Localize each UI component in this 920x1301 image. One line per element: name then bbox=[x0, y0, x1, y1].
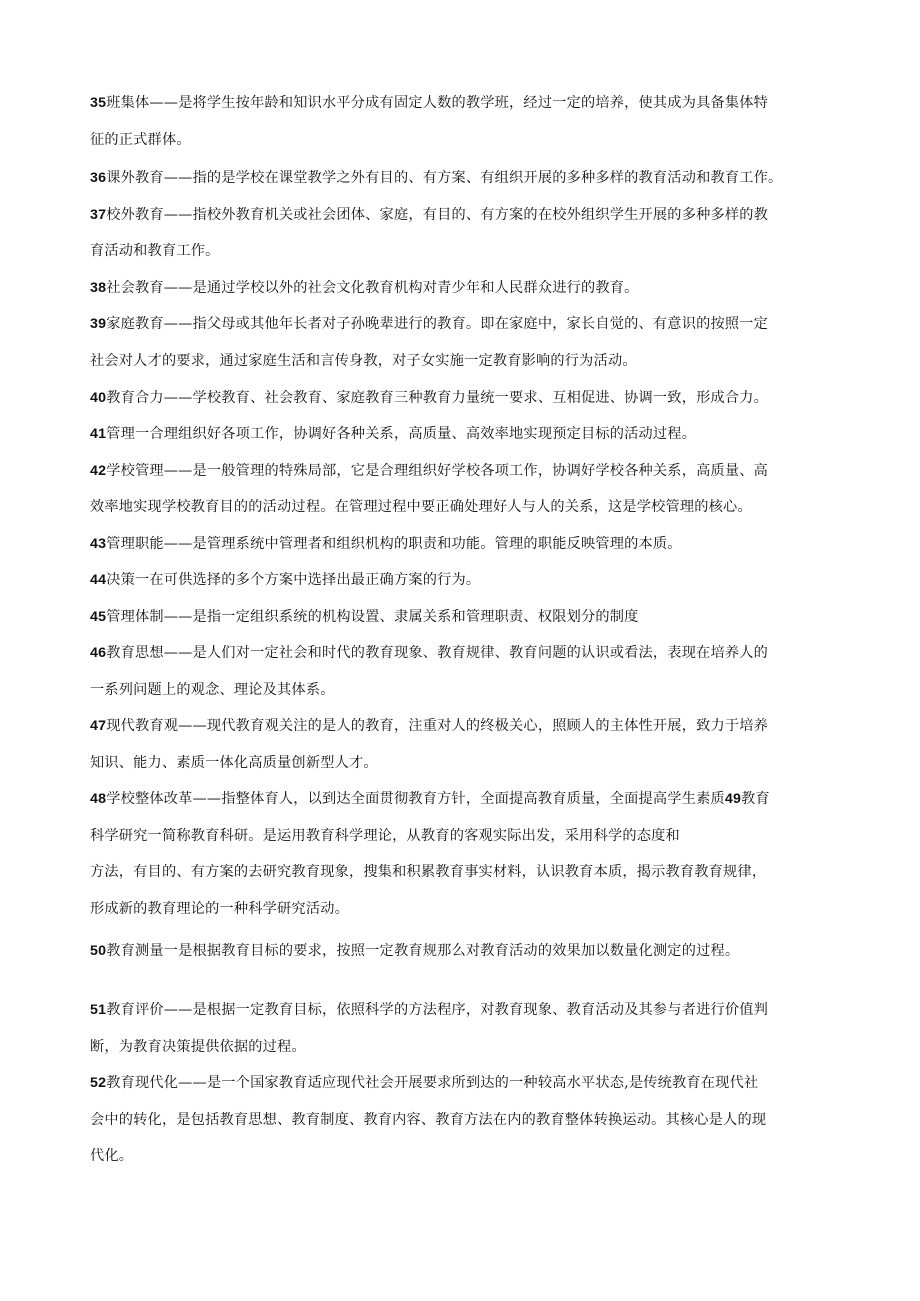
term-definition-49-start: 教育 bbox=[741, 791, 770, 807]
line-52-cont-1 bbox=[90, 1110, 766, 1130]
line-36 bbox=[90, 168, 782, 188]
line-37 bbox=[90, 205, 768, 225]
term-definition: 管理一合理组织好各项工作，协调好各种关系，高质量、高效率地实现预定目标的活动过程。 bbox=[106, 426, 697, 442]
term-number: 44 bbox=[90, 572, 107, 588]
line-44 bbox=[90, 570, 480, 590]
line-39-cont bbox=[90, 351, 637, 371]
definition-continuation: 育活动和教育工作。 bbox=[90, 243, 220, 259]
term-definition: 课外教育——指的是学校在课堂教学之外有目的、有方案、有组织开展的多种多样的教育活动和教育工作。 bbox=[106, 170, 783, 186]
term-number: 48 bbox=[90, 791, 107, 807]
line-52-cont-2 bbox=[90, 1146, 133, 1166]
definition-continuation: 方法，有目的、有方案的去研究教育现象，搜集和积累教育事实材料，认识教育本质，揭示教育教育规律， bbox=[90, 864, 767, 880]
line-49-cont-1 bbox=[90, 826, 680, 846]
term-definition: 决策一在可供选择的多个方案中选择出最正确方案的行为。 bbox=[106, 572, 481, 588]
definition-continuation: 形成新的教育理论的一种科学研究活动。 bbox=[90, 901, 349, 917]
line-49-cont-3 bbox=[90, 899, 349, 919]
line-51-cont bbox=[90, 1037, 306, 1057]
line-50 bbox=[90, 941, 739, 961]
term-definition: 管理体制——是指一定组织系统的机构设置、隶属关系和管理职责、权限划分的制度 bbox=[106, 609, 639, 625]
term-definition: 管理职能——是管理系统中管理者和组织机构的职责和功能。管理的职能反映管理的本质。 bbox=[106, 536, 682, 552]
line-52 bbox=[90, 1073, 758, 1093]
term-number: 42 bbox=[90, 463, 107, 479]
definition-continuation: 知识、能力、素质一体化高质量创新型人才。 bbox=[90, 755, 378, 771]
definition-continuation: 社会对人才的要求，通过家庭生活和言传身教，对子女实施一定教育影响的行为活动。 bbox=[90, 353, 637, 369]
line-42 bbox=[90, 461, 768, 481]
line-45 bbox=[90, 607, 639, 627]
definition-continuation: 一系列问题上的观念、理论及其体系。 bbox=[90, 682, 335, 698]
term-number: 46 bbox=[90, 645, 107, 661]
term-number: 40 bbox=[90, 390, 107, 406]
line-35-cont bbox=[90, 130, 191, 150]
term-number: 41 bbox=[90, 426, 107, 442]
line-39 bbox=[90, 314, 768, 334]
line-47 bbox=[90, 716, 768, 736]
line-51 bbox=[90, 1000, 768, 1020]
definition-continuation: 代化。 bbox=[90, 1148, 134, 1164]
term-definition: 教育思想——是人们对一定社会和时代的教育现象、教育规律、教育问题的认识或看法，表现在培养人的 bbox=[106, 645, 769, 661]
term-number: 45 bbox=[90, 609, 107, 625]
definition-continuation: 效率地实现学校教育目的的活动过程。在管理过程中要正确处理好人与人的关系，这是学校管理的核心。 bbox=[90, 499, 752, 515]
term-definition: 现代教育观——现代教育观关注的是人的教育，注重对人的终极关心，照顾人的主体性开展，致力于培养 bbox=[106, 718, 769, 734]
term-number-49: 49 bbox=[724, 791, 742, 807]
term-definition: 学校管理——是一般管理的特殊局部，它是合理组织好学校各项工作，协调好学校各种关系，高质量、高 bbox=[106, 463, 769, 479]
line-43 bbox=[90, 534, 682, 554]
term-number: 36 bbox=[90, 170, 107, 186]
definition-continuation: 科学研究一简称教育科研。是运用教育科学理论，从教育的客观实际出发，采用科学的态度和 bbox=[90, 828, 680, 844]
definition-continuation: 会中的转化，是包括教育思想、教育制度、教育内容、教育方法在内的教育整体转换运动。其核心是人的现 bbox=[90, 1112, 767, 1128]
term-number: 50 bbox=[90, 943, 107, 959]
line-40 bbox=[90, 388, 768, 408]
term-definition: 校外教育——指校外教育机关或社会团体、家庭，有目的、有方案的在校外组织学生开展的多种多样的教 bbox=[106, 207, 769, 223]
line-41 bbox=[90, 424, 696, 444]
term-number: 51 bbox=[90, 1002, 107, 1018]
line-38 bbox=[90, 278, 639, 298]
term-number: 35 bbox=[90, 95, 107, 111]
line-48 bbox=[90, 789, 770, 809]
term-definition: 家庭教育——指父母或其他年长者对子孙晚辈进行的教育。即在家庭中，家长自觉的、有意识的按照一定 bbox=[106, 316, 769, 332]
line-37-cont bbox=[90, 241, 220, 261]
line-46 bbox=[90, 643, 768, 663]
term-definition: 教育评价——是根据一定教育目标，依照科学的方法程序，对教育现象、教育活动及其参与者进行价值判 bbox=[106, 1002, 769, 1018]
term-number: 52 bbox=[90, 1075, 107, 1091]
term-definition: 教育合力——学校教育、社会教育、家庭教育三种教育力量统一要求、互相促进、协调一致，形成合力。 bbox=[106, 390, 769, 406]
line-35 bbox=[90, 93, 768, 113]
term-definition: 学校整体改革——指整体育人，以到达全面贯彻教育方针，全面提高教育质量，全面提高学生素质 bbox=[106, 791, 725, 807]
term-number: 37 bbox=[90, 207, 107, 223]
line-46-cont bbox=[90, 680, 335, 700]
term-number: 39 bbox=[90, 316, 107, 332]
line-49-cont-2 bbox=[90, 862, 766, 882]
term-number: 47 bbox=[90, 718, 107, 734]
definition-continuation: 断，为教育决策提供依据的过程。 bbox=[90, 1039, 306, 1055]
term-definition: 社会教育——是通过学校以外的社会文化教育机构对青少年和人民群众进行的教育。 bbox=[106, 280, 639, 296]
definition-continuation: 征的正式群体。 bbox=[90, 132, 191, 148]
term-number: 38 bbox=[90, 280, 107, 296]
line-47-cont bbox=[90, 753, 378, 773]
term-definition: 教育现代化——是一个国家教育适应现代社会开展要求所到达的一种较高水平状态,是传统教育在现代社 bbox=[106, 1075, 759, 1091]
term-definition: 班集体——是将学生按年龄和知识水平分成有固定人数的教学班，经过一定的培养，使其成为具备集体特 bbox=[106, 95, 769, 111]
term-number: 43 bbox=[90, 536, 107, 552]
line-42-cont bbox=[90, 497, 752, 517]
term-definition: 教育测量一是根据教育目标的要求，按照一定教育规那么对教育活动的效果加以数量化测定的过程。 bbox=[106, 943, 740, 959]
